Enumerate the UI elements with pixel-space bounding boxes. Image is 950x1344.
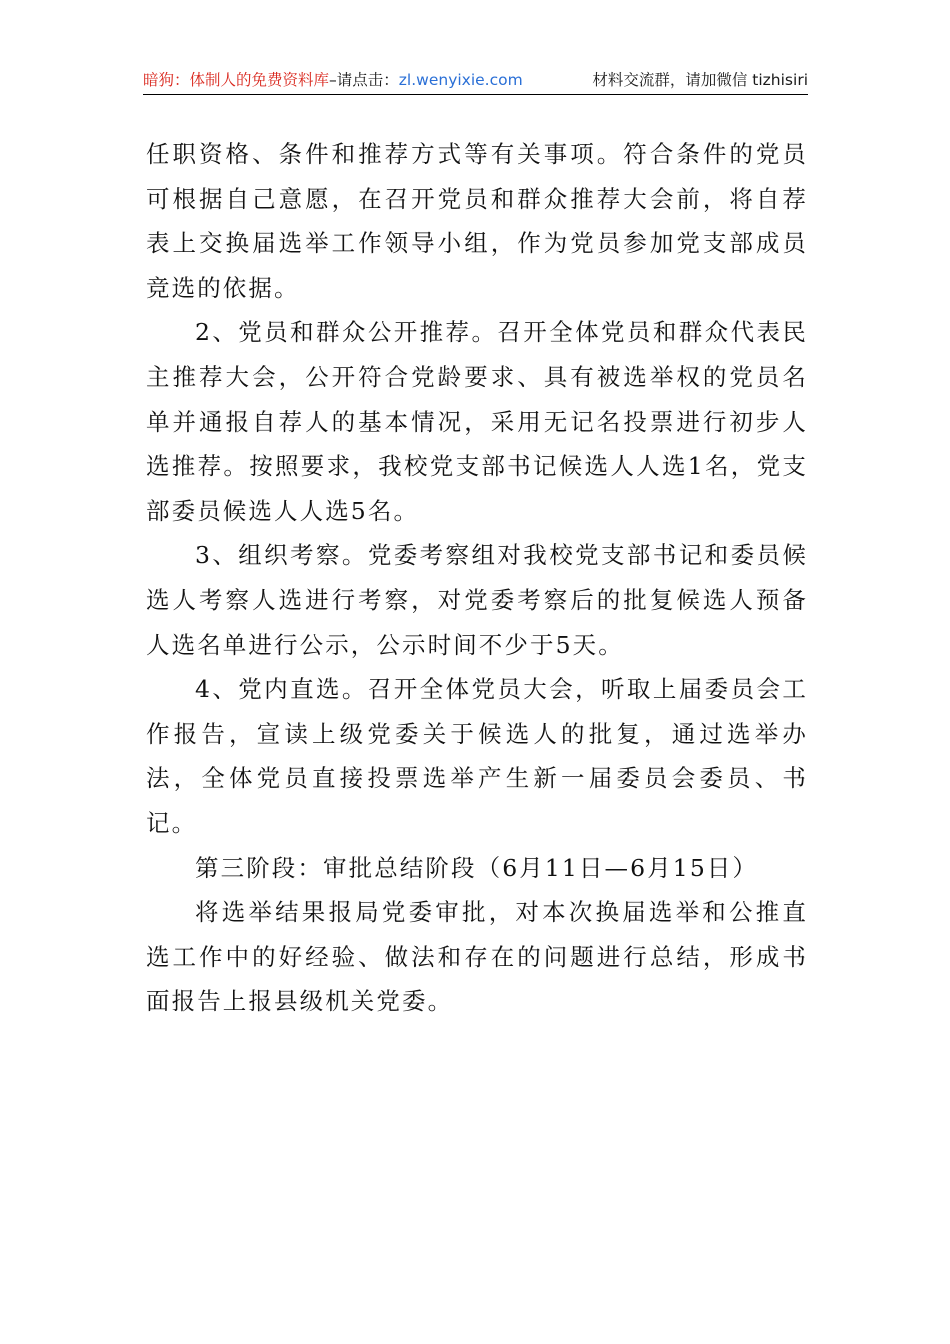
paragraph-stage-3-summary: 将选举结果报局党委审批，对本次换届选举和公推直选工作中的好经验、做法和存在的问题进行总结，形成书面报告上报县级机关党委。 [146,898,808,1016]
section-heading-stage-3: 第三阶段：审批总结阶段（6月11日—6月15日） [195,853,759,882]
paragraph-step-4: 4、党内直选。召开全体党员大会，听取上届委员会工作报告，宣读上级党委关于候选人的批复，通过选举办法，全体党员直接投票选举产生新一届委员会委员、书记。 [146,675,808,837]
paragraph-continuation: 任职资格、条件和推荐方式等有关事项。符合条件的党员可根据自己意愿，在召开党员和群众推荐大会前，将自荐表上交换届选举工作领导小组，作为党员参加党支部成员竞选的依据。 [146,140,808,302]
header-group-info: 材料交流群，请加微信 tizhisiri [592,71,808,89]
document-body [146,132,808,1024]
header-site-link[interactable]: zl.wenyixie.com [398,71,523,89]
paragraph-step-2: 2、党员和群众公开推荐。召开全体党员和群众代表民主推荐大会，公开符合党龄要求、具有被选举权的党员名单并通报自荐人的基本情况，采用无记名投票进行初步人选推荐。按照要求，我校党支部书记候选人人选1名，党支部委员候选人人选5名。 [146,318,808,525]
header-click-label: –请点击： [329,71,399,89]
page-header [143,66,808,95]
paragraph-step-3: 3、组织考察。党委考察组对我校党支部书记和委员候选人考察人选进行考察，对党委考察后的批复候选人预备人选名单进行公示，公示时间不少于5天。 [146,541,808,659]
header-brand: 暗狗：体制人的免费资料库 [143,71,330,89]
